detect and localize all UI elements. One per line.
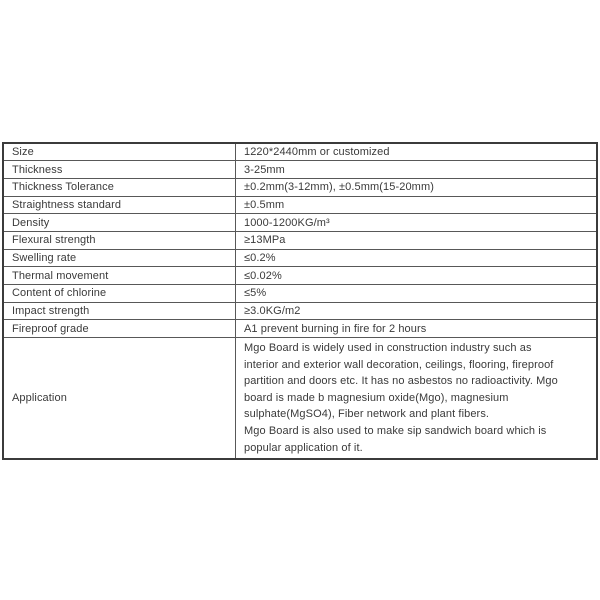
spec-value: 3-25mm	[236, 161, 598, 179]
table-row	[3, 231, 597, 249]
spec-value-line: sulphate(MgSO4), Fiber network and plant fibers.	[244, 408, 490, 421]
table-row	[3, 302, 597, 320]
spec-value	[236, 338, 598, 460]
spec-value: ≥3.0KG/m2	[236, 302, 598, 320]
spec-value: ≤0.02%	[236, 267, 598, 285]
table-row	[3, 161, 597, 179]
spec-label: Size	[3, 143, 236, 161]
spec-value: ≥13MPa	[236, 231, 598, 249]
spec-table	[2, 142, 598, 460]
spec-value-line: popular application of it.	[244, 441, 363, 454]
spec-label: Thickness	[3, 161, 236, 179]
spec-label: Swelling rate	[3, 249, 236, 267]
spec-label: Thickness Tolerance	[3, 178, 236, 196]
table-row	[3, 320, 597, 338]
spec-label: Application	[3, 338, 236, 460]
spec-value: ≤0.2%	[236, 249, 598, 267]
spec-label: Flexural strength	[3, 231, 236, 249]
spec-label: Fireproof grade	[3, 320, 236, 338]
spec-label: Density	[3, 214, 236, 232]
spec-label: Content of chlorine	[3, 285, 236, 303]
table-row	[3, 178, 597, 196]
table-row	[3, 196, 597, 214]
table-row	[3, 267, 597, 285]
spec-table-body	[3, 143, 597, 459]
spec-value-line: board is made b magnesium oxide(Mgo), magnesium	[244, 391, 509, 404]
spec-value: ±0.2mm(3-12mm), ±0.5mm(15-20mm)	[236, 178, 598, 196]
spec-value-line: Mgo Board is widely used in construction industry such as	[244, 342, 532, 355]
spec-label: Thermal movement	[3, 267, 236, 285]
spec-label: Impact strength	[3, 302, 236, 320]
spec-value-line: partition and doors etc. It has no asbestos no radioactivity. Mgo	[244, 375, 558, 388]
spec-value: A1 prevent burning in fire for 2 hours	[236, 320, 598, 338]
table-row	[3, 214, 597, 232]
spec-label: Straightness standard	[3, 196, 236, 214]
table-row	[3, 285, 597, 303]
spec-value: ≤5%	[236, 285, 598, 303]
spec-value: ±0.5mm	[236, 196, 598, 214]
table-row	[3, 249, 597, 267]
spec-value: 1000-1200KG/m³	[236, 214, 598, 232]
spec-value-line: interior and exterior wall decoration, ceilings, flooring, fireproof	[244, 358, 554, 371]
spec-value: 1220*2440mm or customized	[236, 143, 598, 161]
table-row	[3, 338, 597, 460]
table-row	[3, 143, 597, 161]
spec-value-line: Mgo Board is also used to make sip sandwich board which is	[244, 425, 547, 438]
